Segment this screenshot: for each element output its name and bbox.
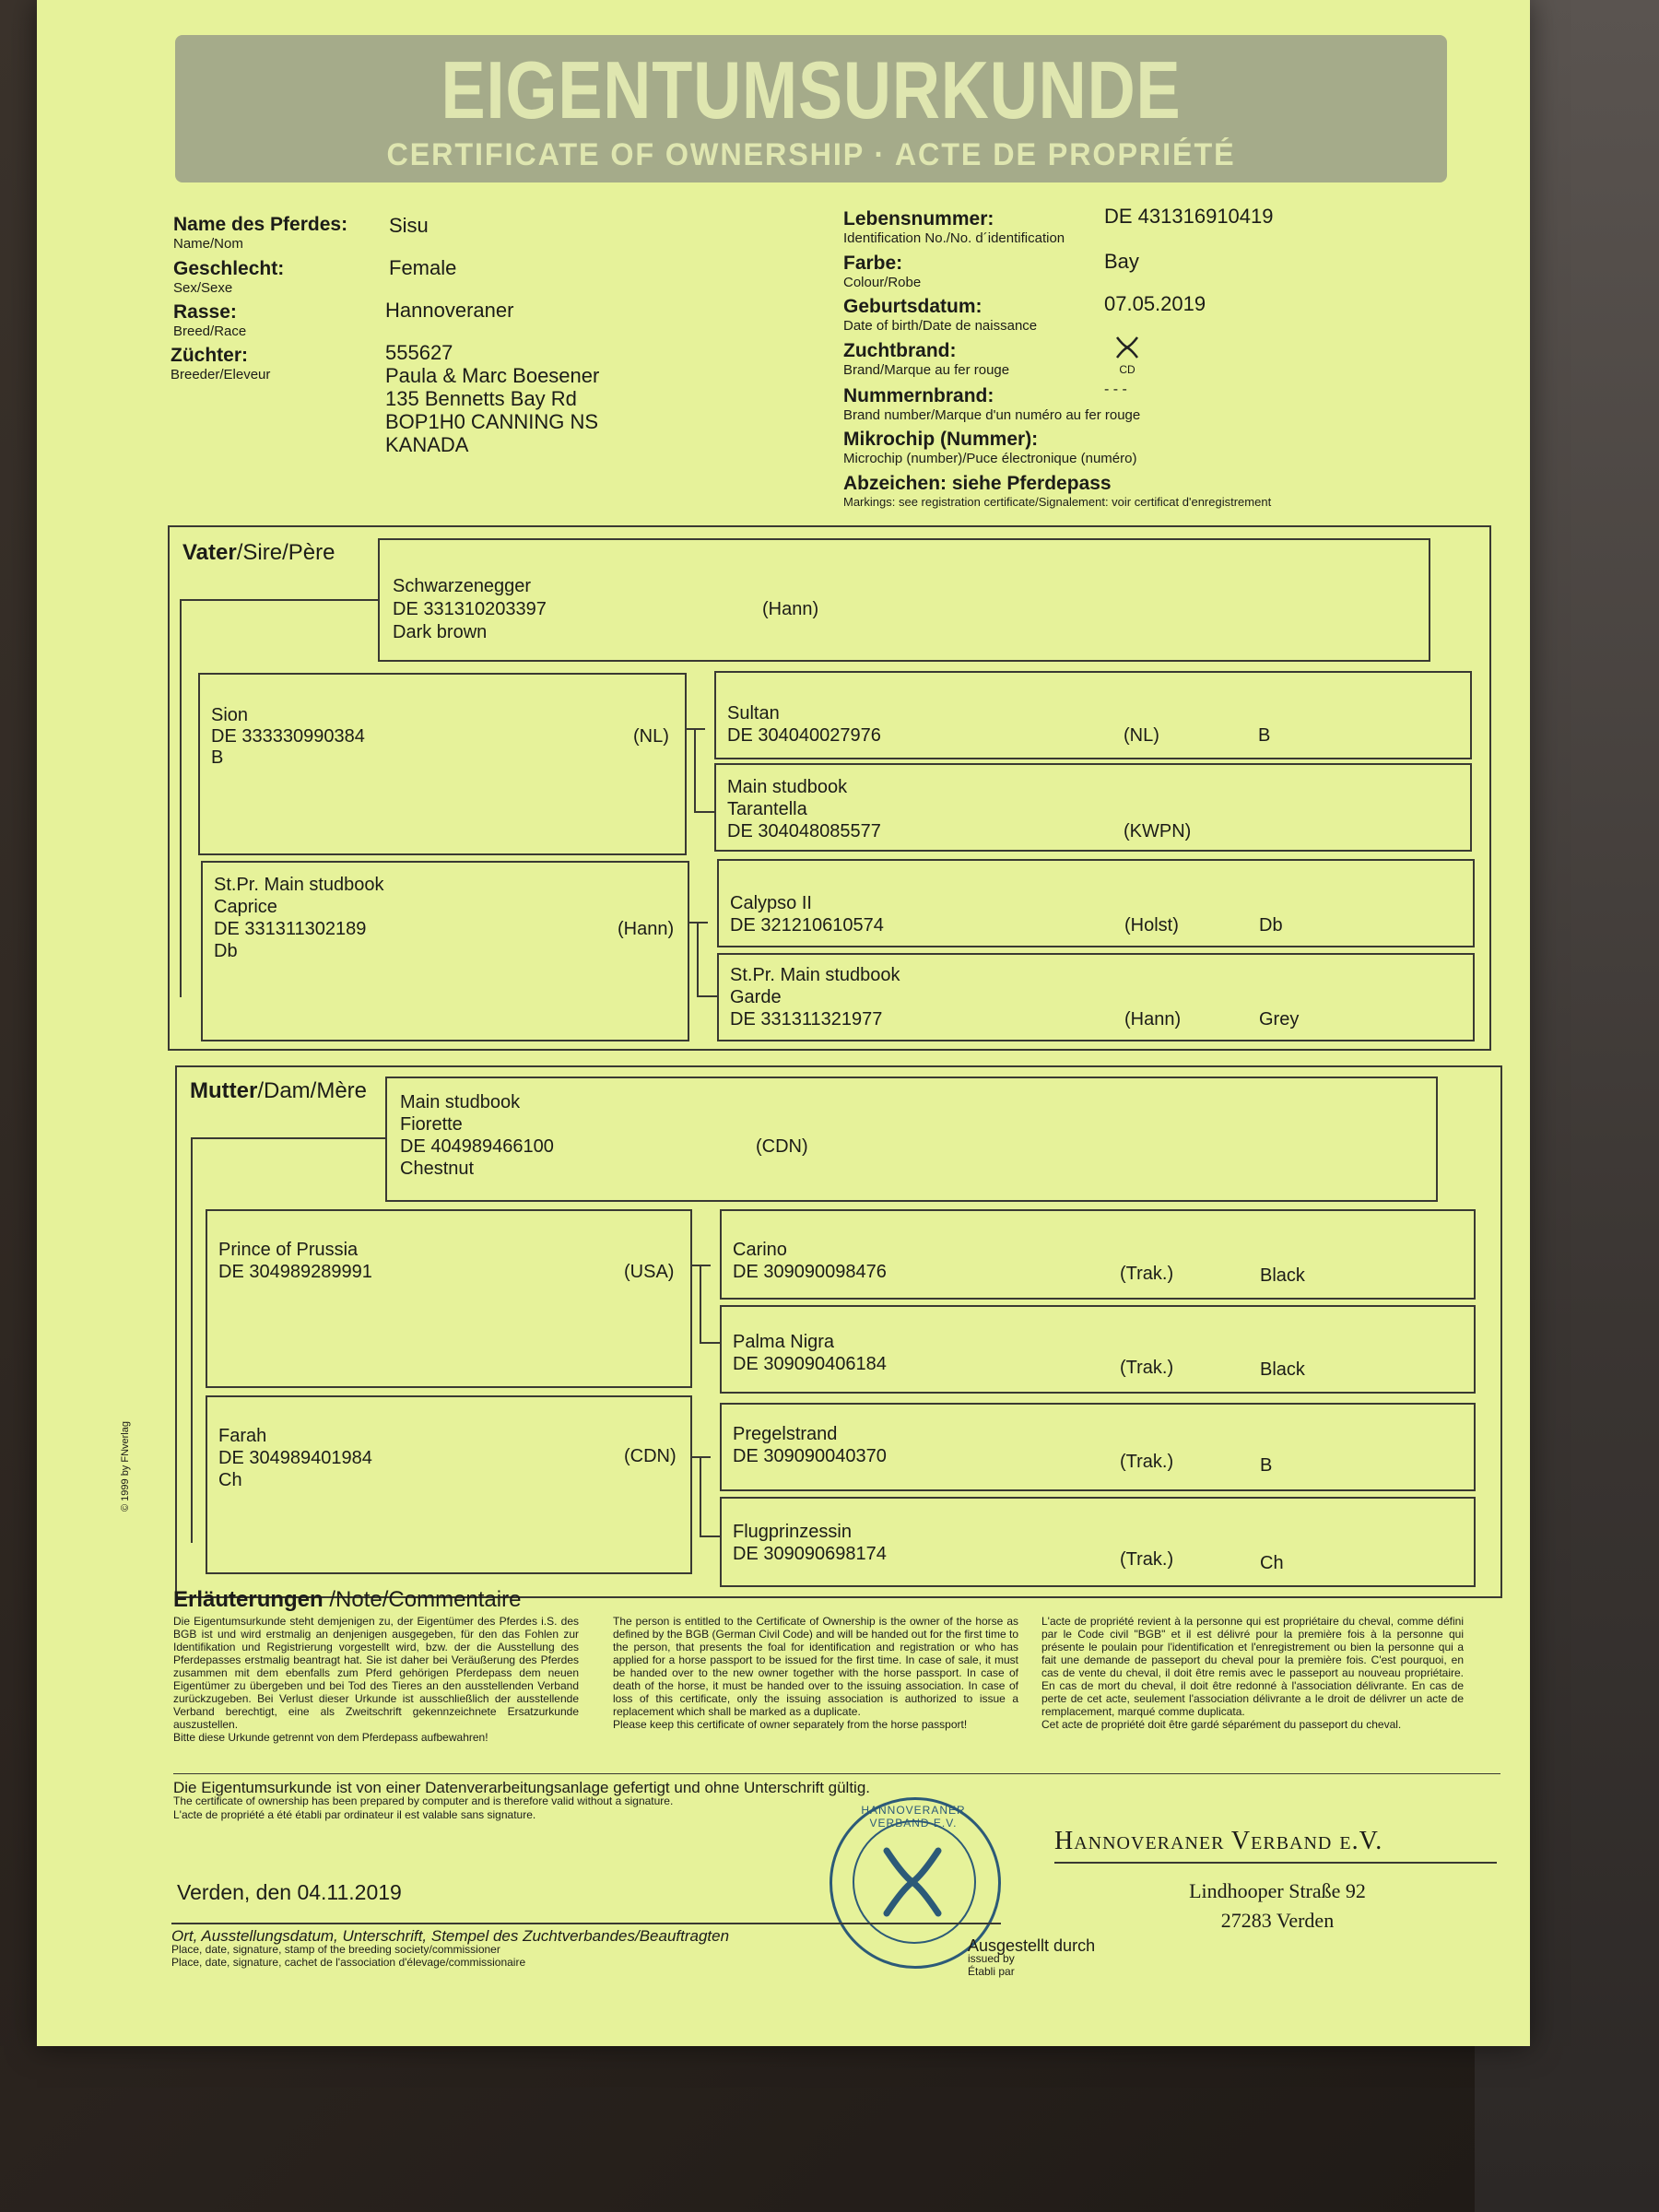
dam-dam-box [206,1395,692,1574]
brand-mark [1113,335,1141,375]
dam-sire-breed: (USA) [624,1262,675,1282]
ggd1-box [714,763,1472,852]
sire-sire-box [198,673,687,855]
number-brand-value: - - - [1104,382,1127,397]
dam-book: Main studbook [400,1092,521,1112]
dob-sublabel: Date of birth/Date de naissance [843,318,1038,334]
ggd1-name: Tarantella [727,799,807,819]
issuer-street: Lindhooper Straße 92 [1189,1879,1366,1902]
markings-label: Abzeichen: siehe Pferdepass [843,473,1112,494]
dam-heading-bold: Mutter [190,1078,258,1103]
notes-heading-bold: Erläuterungen [173,1587,324,1612]
sd-link-h2 [697,995,717,997]
dam-name: Fiorette [400,1114,463,1135]
dam-ggd1-colour: Black [1260,1359,1305,1380]
dam-ggd2-id: DE 309090698174 [733,1544,887,1564]
dam-ggs2-colour: B [1260,1455,1273,1476]
issued-by-de: Ausgestellt durch [968,1936,1096,1955]
ggd2-breed: (Hann) [1124,1009,1182,1030]
colour-label: Farbe: [843,253,903,274]
place-caption-de: Ort, Ausstellungsdatum, Unterschrift, Stempel des Zuchtverbandes/Beauftragten [171,1927,730,1945]
ss-link-h2 [694,811,714,813]
ggd2-colour: Grey [1259,1009,1300,1030]
dam-ggd1-name: Palma Nigra [733,1332,835,1352]
issued-by-fr: Établi par [968,1965,1015,1978]
sire-name: Schwarzenegger [393,576,532,596]
dam-ggd2-name: Flugprinzessin [733,1522,852,1542]
issuer-underline [1054,1862,1497,1864]
dam-heading-rest: /Dam/Mère [257,1078,368,1103]
certificate-title: EIGENTUMSURKUNDE [441,44,1182,135]
ggd1-breed: (KWPN) [1124,821,1192,841]
microchip-label: Mikrochip (Nummer): [843,429,1039,450]
ggs2-breed: (Holst) [1124,915,1179,935]
dam-sire-box [206,1209,692,1388]
place-caption-fr: Place, date, signature, cachet de l'association d'élevage/commissionaire [171,1956,526,1969]
notes-english [613,1615,1018,1731]
ueln-field [843,208,1065,246]
issuer-city: 27283 Verden [1220,1909,1335,1932]
ds-link-h2 [700,1342,720,1344]
notes-heading-rest: /Note/Commentaire [323,1587,522,1612]
dam-colour: Chestnut [400,1159,475,1179]
brand-field [843,340,1009,378]
edp-german: Die Eigentumsurkunde ist von einer Datenverarbeitungsanlage gefertigt und ohne Unterschrift gültig. [173,1779,871,1796]
dam-dam-id: DE 304989401984 [218,1448,372,1468]
dam-ggs1-breed: (Trak.) [1120,1264,1174,1284]
dd-link-v [700,1456,701,1535]
number-brand-sublabel: Brand number/Marque d'un numéro au fer rouge [843,407,1141,423]
dam-ggd2-breed: (Trak.) [1120,1549,1174,1570]
dam-id: DE 404989466100 [400,1136,554,1157]
hanoverian-brand-icon [1113,335,1141,359]
breed-label: Rasse: [173,301,237,323]
ggd1-book: Main studbook [727,777,848,797]
dob-field [843,296,1037,334]
edp-english: The certificate of ownership has been prepared by computer and is therefore valid without a signature. [173,1794,674,1807]
dam-breed: (CDN) [756,1136,808,1157]
ggs1-breed: (NL) [1124,725,1159,746]
sire-connector-h [180,599,378,601]
place-caption-en: Place, date, signature, stamp of the breeding society/commissioner [171,1943,500,1956]
issuer-name: Hannoveraner Verband e.V. [1054,1827,1383,1855]
breed-field [173,301,246,339]
ggd2-book: St.Pr. Main studbook [730,965,900,985]
dam-ggs2-box [720,1403,1476,1491]
brand-code: CD [1119,363,1135,376]
breed-value: Hannoveraner [385,299,514,322]
horse-name-field [173,214,347,252]
notes-german-last: Bitte diese Urkunde getrennt von dem Pferdepass aufbewahren! [173,1731,488,1744]
brand-sublabel: Brand/Marque au fer rouge [843,362,1010,378]
dam-sire-id: DE 304989289991 [218,1262,372,1282]
notes-french-body: L'acte de propriété revient à la personne qui est propriétaire du cheval, comme défini par le Code civil "BGB" et il est délivré pour la première fois à la personne qui présente le poulain pour l'identification et l'enregistrement ou bien la personne qui a fait une demande de passeport du cheval pour la première fois. C'est pourquoi, en cas de vente du cheval, il doit être remis avec le passeport au nouveau propriétaire. En cas de mort du cheval, il doit être redonné à l'association délivrante. En cas de perte de cet acte, seulement l'association délivrante a le droit de délivrer un acte de remplacement, marqué comme duplicata. [1041,1615,1464,1718]
colour-sublabel: Colour/Robe [843,275,922,290]
dam-sire-name: Prince of Prussia [218,1240,359,1260]
sire-id: DE 331310203397 [393,599,547,619]
horse-name-label: Name des Pferdes: [173,214,348,235]
edp-statement [173,1781,870,1822]
dam-ggs1-box [720,1209,1476,1300]
ggd1-id: DE 304048085577 [727,821,881,841]
sire-colour: Dark brown [393,622,488,642]
sire-sire-name: Sion [211,705,249,725]
breeder-field [171,345,270,382]
dam-heading [190,1078,367,1104]
sire-heading-bold: Vater [182,540,237,565]
ueln-value: DE 431316910419 [1104,205,1274,228]
sire-sire-breed: (NL) [633,726,669,747]
sire-heading-rest: /Sire/Père [236,540,335,565]
microchip-field [843,429,1136,466]
notes-english-last: Please keep this certificate of owner separately from the horse passport! [613,1718,968,1731]
ggs1-colour: B [1258,725,1271,746]
breeder-name: Paula & Marc Boesener [385,364,600,387]
sire-box [378,538,1430,662]
notes-heading [173,1587,521,1613]
sex-sublabel: Sex/Sexe [173,280,233,296]
sex-label: Geschlecht: [173,258,285,279]
sire-dam-colour: Db [214,941,238,961]
ggs1-box [714,671,1472,759]
dam-ggs2-name: Pregelstrand [733,1424,838,1444]
ggs2-name: Calypso II [730,893,812,913]
markings-sublabel: Markings: see registration certificate/Signalement: voir certificat d'enregistrement [843,495,1272,509]
title-banner [175,35,1447,182]
place-caption [171,1927,730,1969]
sire-dam-name: Caprice [214,897,277,917]
certificate-subtitle: CERTIFICATE OF OWNERSHIP · ACTE DE PROPRIÉTÉ [386,137,1236,172]
issuer-address [1158,1877,1397,1936]
copyright-note: © 1999 by FNverlag [120,1421,131,1512]
ueln-sublabel: Identification No./No. d´identification [843,230,1065,246]
dam-dam-name: Farah [218,1426,267,1446]
colour-value: Bay [1104,250,1139,273]
horse-name: Sisu [389,214,429,237]
notes-french [1041,1615,1464,1731]
breeder-country: KANADA [385,433,469,456]
breed-sublabel: Breed/Race [173,324,247,339]
sex-value: Female [389,256,457,279]
dam-dam-colour: Ch [218,1470,242,1490]
ggd2-box [717,953,1475,1041]
signature-line [171,1923,1001,1924]
dam-ggs2-breed: (Trak.) [1120,1452,1174,1472]
sire-connector [180,599,182,997]
microchip-sublabel: Microchip (number)/Puce électronique (numéro) [843,451,1137,466]
breeder-city: BOP1H0 CANNING NS [385,410,599,433]
ggs1-name: Sultan [727,703,780,724]
ggd2-id: DE 331311321977 [730,1009,883,1030]
colour-field [843,253,921,290]
breeder-address [385,341,599,456]
sex-field [173,258,284,296]
issue-place-date: Verden, den 04.11.2019 [177,1880,402,1904]
ggs2-id: DE 321210610574 [730,915,884,935]
dam-ggd2-colour: Ch [1260,1553,1284,1573]
sire-dam-box [201,861,689,1041]
dob-label: Geburtsdatum: [843,296,982,317]
dam-ggd1-id: DE 309090406184 [733,1354,887,1374]
sire-sire-id: DE 333330990384 [211,726,365,747]
horse-name-sublabel: Name/Nom [173,236,243,252]
seal-text: HANNOVERANER VERBAND E.V. [861,1804,966,1830]
dam-connector [191,1137,193,1543]
dam-connector-h [191,1137,385,1139]
sire-dam-breed: (Hann) [618,919,675,939]
breeder-label: Züchter: [171,345,248,366]
ds-link-v [700,1265,701,1342]
sd-link-v [697,922,699,995]
dam-ggd1-breed: (Trak.) [1120,1358,1174,1378]
edp-french: L'acte de propriété a été établi par ordinateur il est valable sans signature. [173,1808,536,1821]
dam-ggs1-colour: Black [1260,1265,1305,1286]
dam-ggs2-id: DE 309090040370 [733,1446,887,1466]
ggd2-name: Garde [730,987,782,1007]
sire-heading [182,540,335,566]
breeder-number: 555627 [385,341,453,364]
sire-dam-book: St.Pr. Main studbook [214,875,384,895]
notes-french-last: Cet acte de propriété doit être gardé séparément du passeport du cheval. [1041,1718,1402,1731]
ggs2-colour: Db [1259,915,1283,935]
dob-value: 07.05.2019 [1104,292,1206,315]
dam-box [385,1077,1438,1202]
dam-dam-breed: (CDN) [624,1446,677,1466]
sire-breed: (Hann) [762,599,819,619]
issued-by-caption [968,1936,1096,1978]
dam-ggd2-box [720,1497,1476,1587]
ggs1-id: DE 304040027976 [727,725,881,746]
dam-ggs1-name: Carino [733,1240,787,1260]
breeder-street: 135 Bennetts Bay Rd [385,387,577,410]
dd-link-h2 [700,1535,720,1537]
dam-ggs1-id: DE 309090098476 [733,1262,887,1282]
notes-german-body: Die Eigentumsurkunde steht demjenigen zu, der Eigentümer des Pferdes i.S. des BGB ist und wird erstmalig an denjenigen ausgegeben, für den das Fohlen zur Identifikation und Registrierung vorgestellt wird, bzw. der die Ausstellung des Pferdepasses erstmalig beantragt hat. Sie ist daher bei Veräußerung des Pferdes zusammen mit dem ebenfalls zum Pferd gehörigen Pferdepass dem neuen Eigentümer zu übergeben und bei Tod des Tieres an den ausstellenden Verband zurückzugeben. Bei Verlust dieser Urkunde ist ausschließlich der ausstellende Verband berechtigt, eine als Zweitschrift gekennzeichnete Ersatzurkunde auszustellen. [173,1615,579,1731]
notes-english-body: The person is entitled to the Certificate of Ownership is the owner of the horse as defined by the BGB (German Civil Code) and will be handed out for the first time to the person, that presents the foal for identification and registration or who has applied for a horse passport to be issued for the first time. In case of sale, it must be handed over to the new owner together with the horse passport. In case of death of the horse, it must be handed over to the issuing association. In case of loss of this certificate, only the issuing association is authorized to issue a replacement which shall be marked as a duplicate. [613,1615,1018,1718]
brand-label: Zuchtbrand: [843,340,957,361]
sire-dam-id: DE 331311302189 [214,919,367,939]
ggs2-box [717,859,1475,947]
ueln-label: Lebensnummer: [843,208,994,229]
sire-sire-colour: B [211,747,224,768]
notes-divider [173,1773,1500,1774]
number-brand-label: Nummernbrand: [843,385,994,406]
notes-german [173,1615,579,1744]
markings-field [843,473,1271,509]
certificate-paper [37,0,1530,2046]
dam-ggd1-box [720,1305,1476,1394]
issued-by-en: issued by [968,1952,1015,1965]
ss-link-v [694,728,696,811]
breeder-sublabel: Breeder/Eleveur [171,367,271,382]
